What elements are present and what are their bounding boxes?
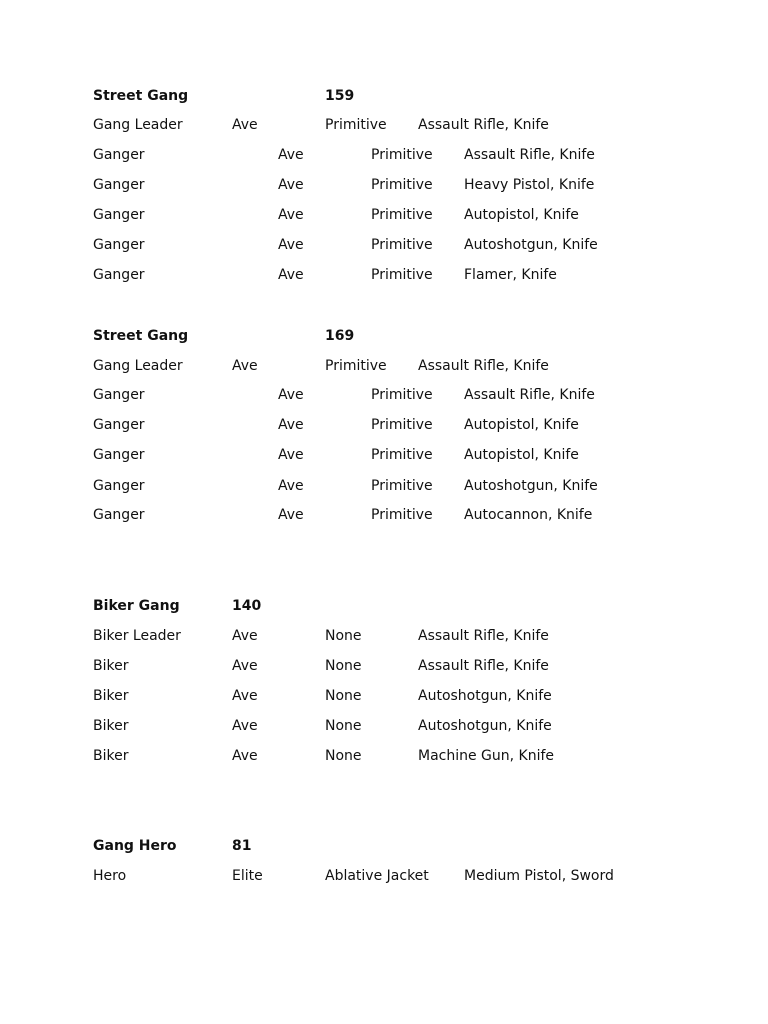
unit-weapons: Assault Rifle, Knife — [418, 358, 549, 374]
unit-weapons: Autopistol, Knife — [464, 417, 579, 433]
unit-name: Ganger — [93, 417, 145, 433]
unit-quality: Ave — [232, 748, 258, 764]
unit-weapons: Assault Rifle, Knife — [418, 117, 549, 133]
unit-quality: Ave — [278, 417, 304, 433]
unit-weapons: Autocannon, Knife — [464, 507, 593, 523]
unit-armour: None — [325, 628, 362, 644]
unit-name: Ganger — [93, 147, 145, 163]
unit-quality: Ave — [278, 507, 304, 523]
unit-name: Biker — [93, 688, 129, 704]
unit-armour: Primitive — [371, 507, 433, 523]
unit-weapons: Assault Rifle, Knife — [418, 658, 549, 674]
unit-name: Hero — [93, 868, 127, 884]
section-points: 169 — [325, 328, 355, 344]
unit-quality: Elite — [232, 868, 263, 884]
unit-name: Ganger — [93, 207, 145, 223]
unit-armour: Primitive — [371, 267, 433, 283]
unit-name: Ganger — [93, 237, 145, 253]
unit-weapons: Autoshotgun, Knife — [418, 718, 552, 734]
unit-armour: Primitive — [325, 117, 387, 133]
unit-weapons: Assault Rifle, Knife — [464, 147, 595, 163]
unit-quality: Ave — [278, 237, 304, 253]
unit-weapons: Medium Pistol, Sword — [464, 868, 614, 884]
unit-quality: Ave — [278, 387, 304, 403]
unit-quality: Ave — [278, 147, 304, 163]
unit-name: Gang Leader — [93, 358, 183, 374]
unit-weapons: Assault Rifle, Knife — [464, 387, 595, 403]
unit-name: Ganger — [93, 478, 145, 494]
unit-armour: None — [325, 688, 362, 704]
section-title: Street Gang — [93, 88, 189, 104]
unit-armour: None — [325, 658, 362, 674]
unit-name: Biker Leader — [93, 628, 181, 644]
unit-quality: Ave — [232, 688, 258, 704]
unit-name: Ganger — [93, 447, 145, 463]
section-points: 81 — [232, 838, 252, 854]
unit-name: Biker — [93, 718, 129, 734]
section-points: 140 — [232, 598, 262, 614]
unit-name: Ganger — [93, 387, 145, 403]
unit-armour: Primitive — [325, 358, 387, 374]
unit-weapons: Autoshotgun, Knife — [464, 237, 598, 253]
unit-weapons: Assault Rifle, Knife — [418, 628, 549, 644]
unit-weapons: Heavy Pistol, Knife — [464, 177, 595, 193]
unit-weapons: Machine Gun, Knife — [418, 748, 555, 764]
unit-armour: Ablative Jacket — [325, 868, 429, 884]
unit-armour: Primitive — [371, 237, 433, 253]
unit-name: Ganger — [93, 177, 145, 193]
unit-armour: None — [325, 748, 362, 764]
unit-armour: Primitive — [371, 387, 433, 403]
unit-weapons: Autoshotgun, Knife — [418, 688, 552, 704]
unit-quality: Ave — [232, 658, 258, 674]
unit-weapons: Flamer, Knife — [464, 267, 557, 283]
section-title: Street Gang — [93, 328, 189, 344]
unit-name: Ganger — [93, 267, 145, 283]
unit-quality: Ave — [278, 177, 304, 193]
unit-armour: Primitive — [371, 447, 433, 463]
unit-armour: None — [325, 718, 362, 734]
unit-quality: Ave — [278, 267, 304, 283]
unit-quality: Ave — [232, 718, 258, 734]
unit-armour: Primitive — [371, 417, 433, 433]
unit-quality: Ave — [232, 117, 258, 133]
unit-quality: Ave — [278, 478, 304, 494]
unit-weapons: Autopistol, Knife — [464, 207, 579, 223]
unit-name: Biker — [93, 748, 129, 764]
unit-quality: Ave — [278, 447, 304, 463]
unit-quality: Ave — [232, 628, 258, 644]
unit-armour: Primitive — [371, 207, 433, 223]
unit-armour: Primitive — [371, 478, 433, 494]
unit-armour: Primitive — [371, 177, 433, 193]
unit-weapons: Autopistol, Knife — [464, 447, 579, 463]
unit-name: Biker — [93, 658, 129, 674]
section-points: 159 — [325, 88, 355, 104]
section-title: Biker Gang — [93, 598, 180, 614]
section-title: Gang Hero — [93, 838, 177, 854]
unit-name: Gang Leader — [93, 117, 183, 133]
unit-quality: Ave — [232, 358, 258, 374]
unit-name: Ganger — [93, 507, 145, 523]
unit-weapons: Autoshotgun, Knife — [464, 478, 598, 494]
unit-quality: Ave — [278, 207, 304, 223]
unit-armour: Primitive — [371, 147, 433, 163]
